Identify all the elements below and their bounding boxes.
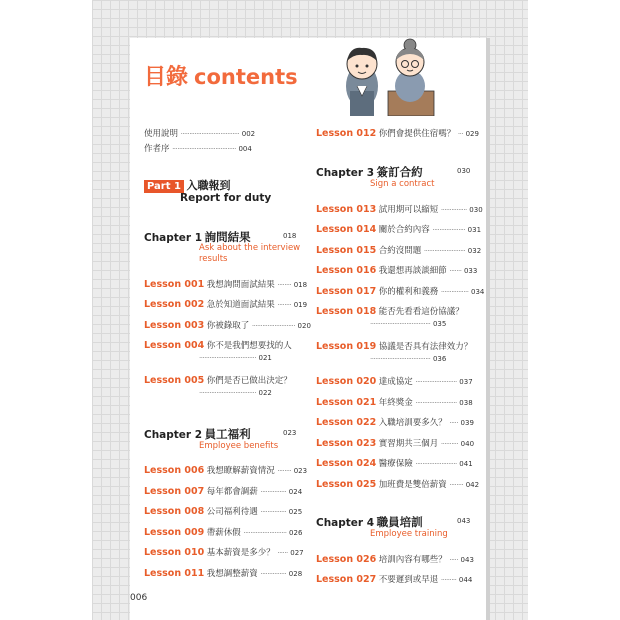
chapter-4-page: 043 [457, 517, 471, 525]
lesson-item: Lesson 005 你們是否已做出決定？ [144, 375, 292, 386]
grid-background-top [92, 0, 528, 38]
title-zh: 目錄 [144, 65, 189, 90]
front-item: 作者序 ····································· 004 [144, 144, 252, 154]
lesson-item: Lesson 020 達成協定 ························ 037 [316, 376, 473, 387]
chapter-1-page: 018 [283, 232, 297, 240]
lesson-item: Lesson 017 你的權利和義務 ················ 034 [316, 286, 485, 297]
lesson-item: Lesson 006 我想瞭解薪資情況 ········ 023 [144, 465, 308, 476]
lesson-item: Lesson 013 試用期可以縮短 ··············· 030 [316, 204, 483, 215]
lesson-item: Lesson 014 關於合約內容 ··················· 031 [316, 224, 482, 235]
page-number: 006 [130, 593, 148, 603]
lesson-item: Lesson 015 合約沒問題 ························ 032 [316, 245, 482, 256]
lesson-item: Lesson 009 帶薪休假 ························· 026 [144, 527, 303, 538]
lesson-item: Lesson 010 基本薪資是多少？ ······ 027 [144, 547, 304, 558]
lesson-item: Lesson 023 實習期共三個月 ·········· 040 [316, 438, 475, 449]
lesson-item: Lesson 007 每年都會調薪 ··············· 024 [144, 486, 303, 497]
chapter-1-english: Ask about the interview [199, 243, 301, 253]
lesson-item: Lesson 016 我還想再談談細節 ······· 033 [316, 265, 478, 276]
page-title [144, 60, 298, 91]
title-en: contents [194, 65, 298, 89]
cartoon-characters-illustration [330, 36, 440, 116]
lesson-item-leader: ··································· 035 [370, 320, 447, 328]
chapter-2-english: Employee benefits [199, 441, 279, 451]
lesson-item: Lesson 003 你被錄取了 ························· 020 [144, 320, 311, 331]
lesson-item-leader: ··································· 036 [370, 355, 447, 363]
grid-background-right [486, 0, 528, 620]
chapter-1-heading: Chapter 1 詢問結果 [144, 230, 251, 244]
chapter-3-english: Sign a contract [370, 179, 435, 189]
chapter-3-page: 030 [457, 167, 471, 175]
chapter-3-heading: Chapter 3 簽訂合約 [316, 165, 423, 179]
chapter-4-english: Employee training [370, 529, 448, 539]
lesson-item: Lesson 027 不要遲到或早退 ········· 044 [316, 574, 473, 585]
chapter-2-heading: Chapter 2 員工福利 [144, 427, 251, 441]
chapter-1-english-line2: results [199, 254, 228, 264]
grid-background-left [92, 0, 130, 620]
lesson-item: Lesson 021 年終獎金 ························ 038 [316, 397, 473, 408]
lesson-item-leader: ································· 021 [199, 354, 272, 362]
part-1-heading: Part 1 入職報到 [144, 177, 231, 193]
lesson-item: Lesson 019 協議是否具有法律效力？ [316, 341, 473, 352]
lesson-item: Lesson 026 培訓內容有哪些？ ····· 043 [316, 554, 474, 565]
front-item: 使用說明 ·································· 002 [144, 129, 256, 139]
lesson-item: Lesson 012 你們會提供住宿嗎？ ··· 029 [316, 128, 479, 139]
lesson-item: Lesson 008 公司福利待遇 ··············· 025 [144, 506, 303, 517]
lesson-item: Lesson 018 能否先看看這份協議？ [316, 306, 464, 317]
lesson-item-leader: ································· 022 [199, 389, 272, 397]
lesson-item: Lesson 011 我想調整薪資 ··············· 028 [144, 568, 303, 579]
lesson-item: Lesson 025 加班費是雙倍薪資 ········ 042 [316, 479, 480, 490]
lesson-item: Lesson 004 你不是我們想要找的人 [144, 340, 292, 351]
part-1-english: Report for duty [180, 192, 272, 204]
lesson-item: Lesson 022 入職培訓要多久？ ····· 039 [316, 417, 474, 428]
lesson-item: Lesson 001 我想詢問面試結果 ········ 018 [144, 279, 308, 290]
lesson-item: Lesson 024 醫療保險 ························ 041 [316, 458, 473, 469]
lesson-item: Lesson 002 急於知道面試結果 ········ 019 [144, 299, 308, 310]
chapter-4-heading: Chapter 4 職員培訓 [316, 515, 423, 529]
chapter-2-page: 023 [283, 429, 297, 437]
